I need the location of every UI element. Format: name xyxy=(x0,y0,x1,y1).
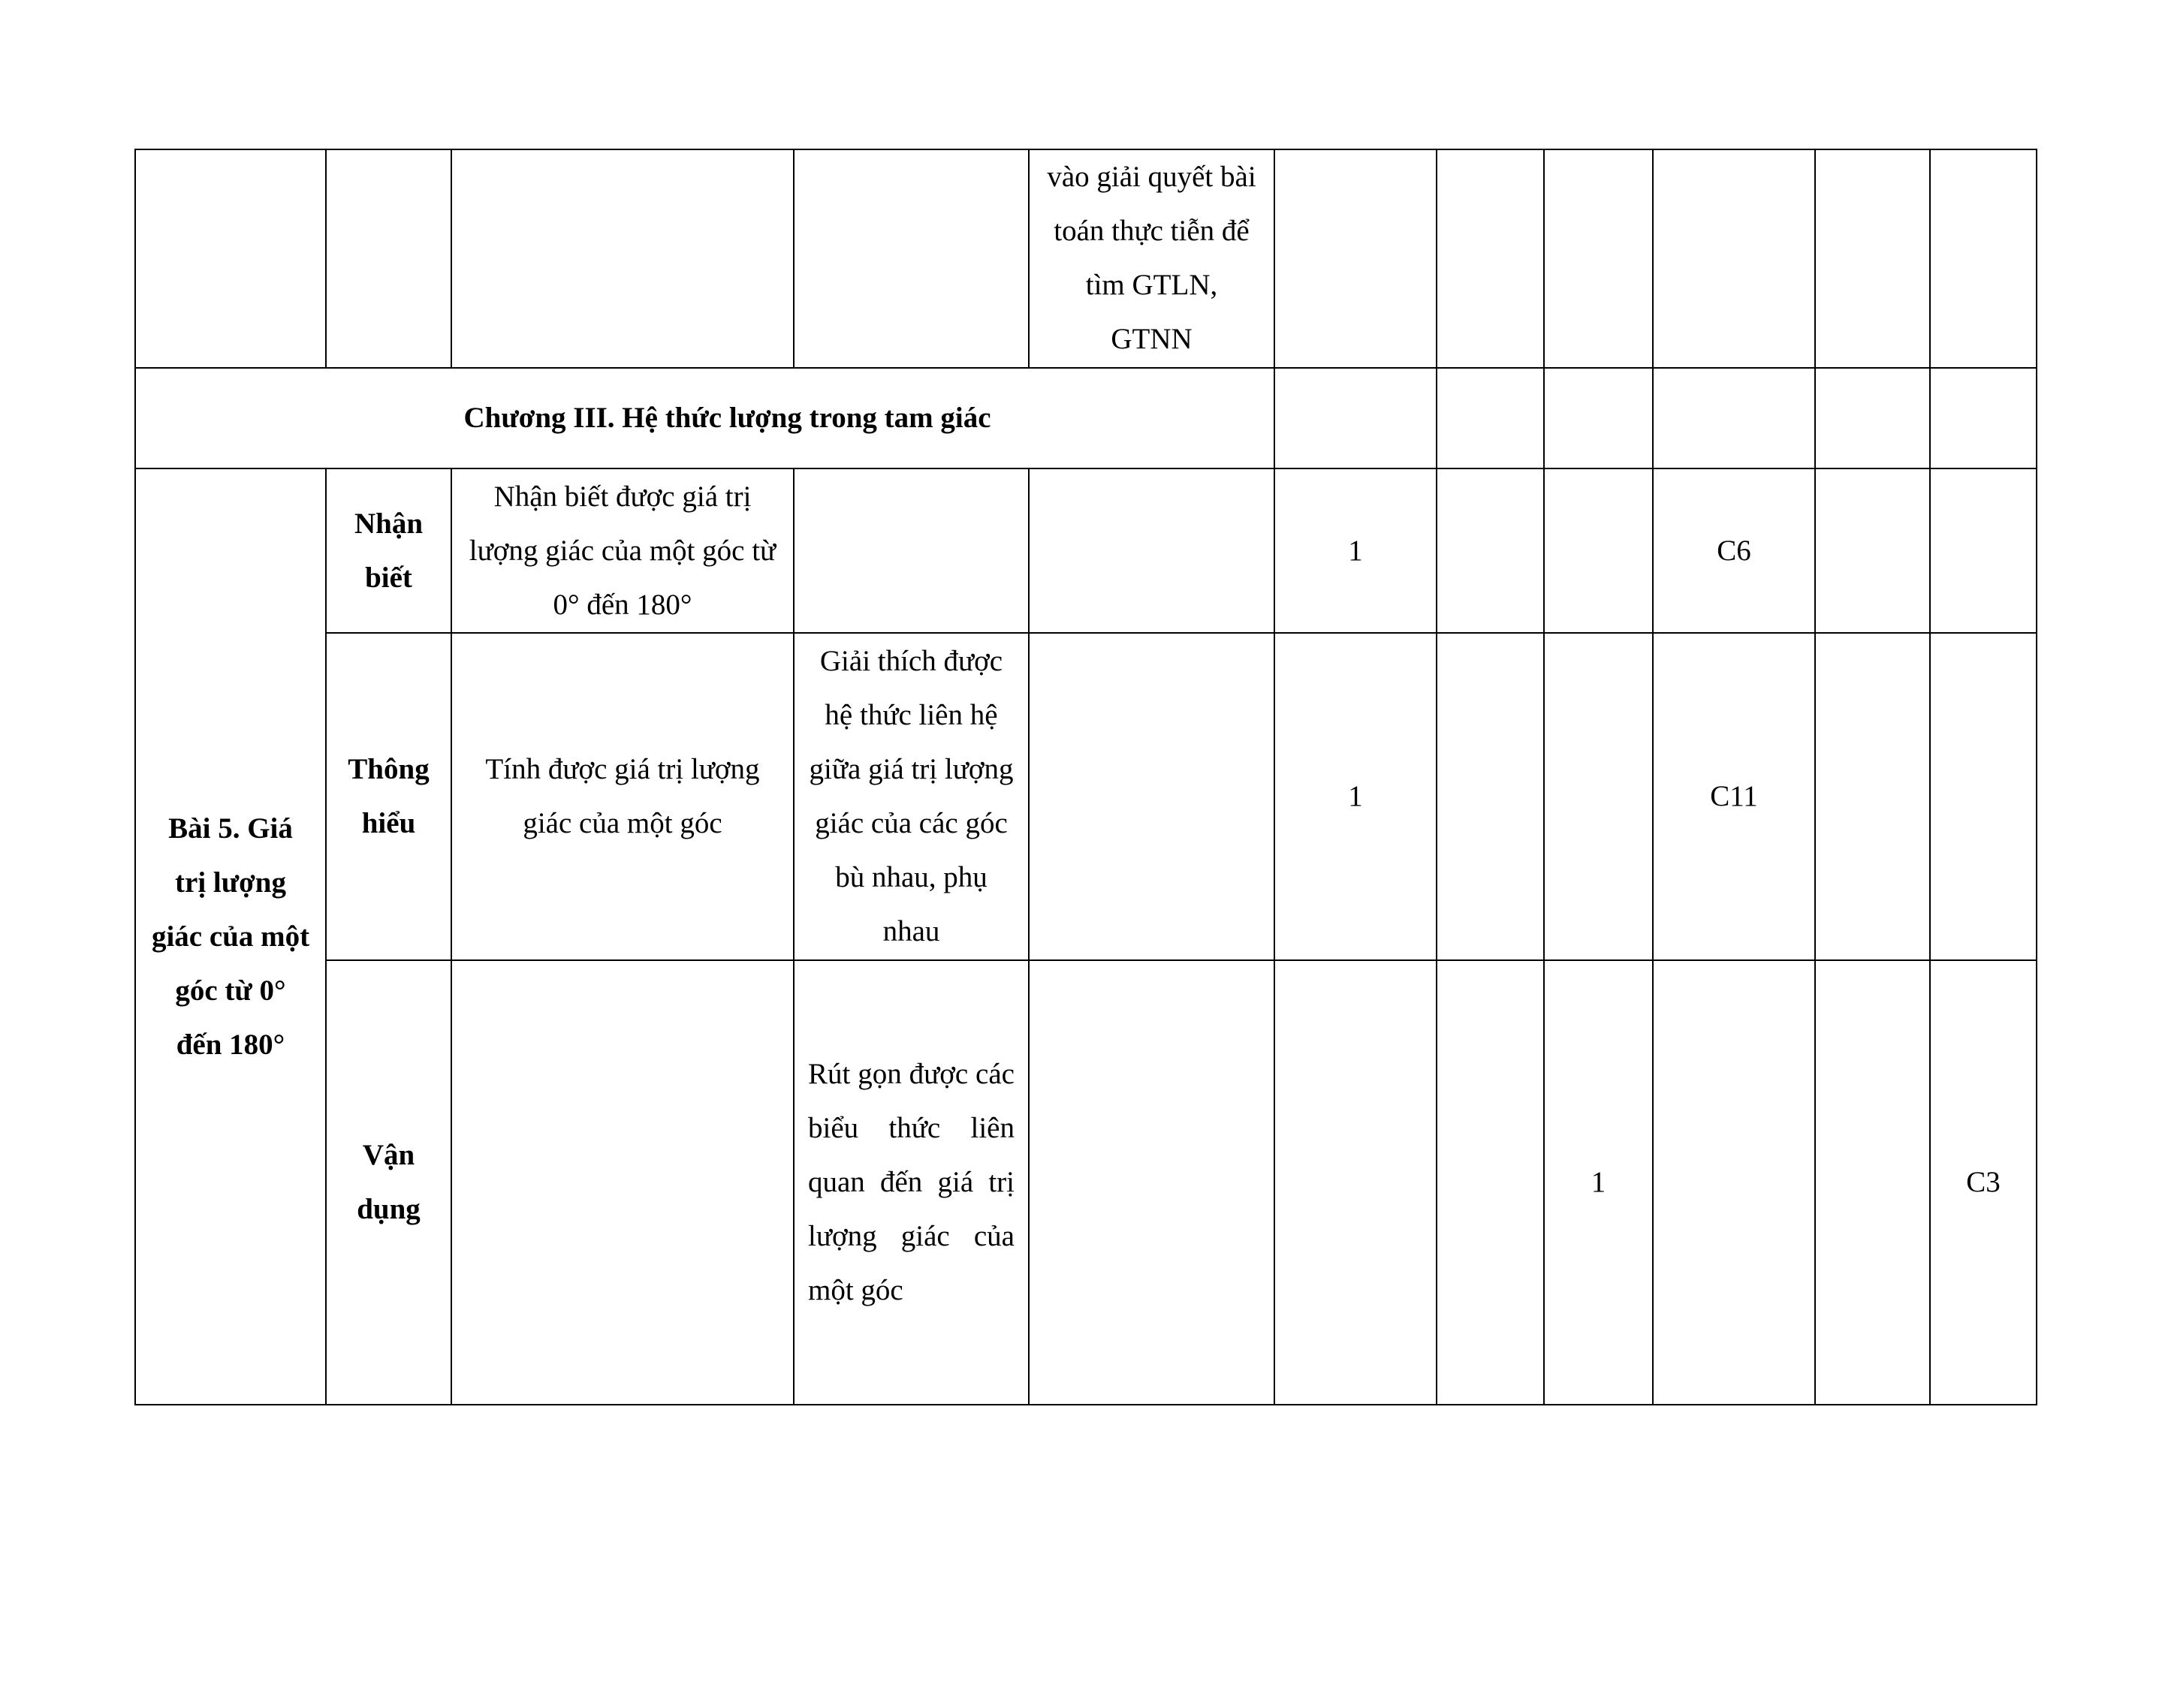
count-mcq: 1 xyxy=(1274,633,1437,960)
count-essay xyxy=(1544,468,1653,633)
question-essay xyxy=(1930,468,2037,633)
objective-apply xyxy=(1029,960,1274,1405)
table-row-level-recognize xyxy=(135,468,2037,633)
question-mcq: C6 xyxy=(1653,468,1815,633)
objective-apply xyxy=(1029,468,1274,633)
cell-lesson-empty xyxy=(135,149,326,368)
count-mcq xyxy=(1274,960,1437,1405)
count-other xyxy=(1437,468,1544,633)
specification-table xyxy=(134,149,2037,1405)
count-essay: 1 xyxy=(1544,960,1653,1405)
count-other xyxy=(1437,960,1544,1405)
question-other xyxy=(1815,633,1930,960)
chapter-title: Chương III. Hệ thức lượng trong tam giác xyxy=(463,402,991,434)
cell-count-2 xyxy=(1437,149,1544,368)
cell-objective-understand-empty xyxy=(794,149,1029,368)
cell-objective-basic-empty xyxy=(451,149,794,368)
question-essay: C3 xyxy=(1930,960,2037,1405)
cell-question-2 xyxy=(1815,368,1930,468)
objective-understand: Giải thích được hệ thức liên hệ giữa giá trị lượng giác của các góc bù nhau, phụ nhau xyxy=(794,633,1029,960)
chapter-title-cell xyxy=(135,368,1274,468)
table-row-level-apply xyxy=(135,960,2037,1405)
level-label: Vận dụng xyxy=(326,960,451,1405)
objective-basic: Tính được giá trị lượng giác của một góc xyxy=(451,633,794,960)
question-other xyxy=(1815,468,1930,633)
cell-question-1 xyxy=(1653,149,1815,368)
question-other xyxy=(1815,960,1930,1405)
level-label: Thông hiểu xyxy=(326,633,451,960)
objective-basic: Nhận biết được giá trị lượng giác của một góc từ 0° đến 180° xyxy=(451,468,794,633)
objective-understand xyxy=(794,468,1029,633)
level-label: Nhận biết xyxy=(326,468,451,633)
cell-count-3 xyxy=(1544,149,1653,368)
count-other xyxy=(1437,633,1544,960)
objective-basic xyxy=(451,960,794,1405)
cell-question-1 xyxy=(1653,368,1815,468)
cell-level-empty xyxy=(326,149,451,368)
cell-count-3 xyxy=(1544,368,1653,468)
table-row-chapter xyxy=(135,368,2037,468)
question-essay xyxy=(1930,633,2037,960)
table-row-level-understand xyxy=(135,633,2037,960)
question-mcq: C11 xyxy=(1653,633,1815,960)
cell-question-2 xyxy=(1815,149,1930,368)
count-mcq: 1 xyxy=(1274,468,1437,633)
table-row-previous-continuation xyxy=(135,149,2037,368)
question-mcq xyxy=(1653,960,1815,1405)
cell-count-1 xyxy=(1274,368,1437,468)
count-essay xyxy=(1544,633,1653,960)
lesson-title: Bài 5. Giá trị lượng giác của một góc từ 0° đến 180° xyxy=(135,468,326,1405)
cell-count-1 xyxy=(1274,149,1437,368)
cell-question-3 xyxy=(1930,368,2037,468)
objective-apply xyxy=(1029,633,1274,960)
cell-question-3 xyxy=(1930,149,2037,368)
cell-objective-apply-continuation: vào giải quyết bài toán thực tiễn để tìm GTLN, GTNN xyxy=(1029,149,1274,368)
cell-count-2 xyxy=(1437,368,1544,468)
objective-understand: Rút gọn được các biểu thức liên quan đến giá trị lượng giác của một góc xyxy=(794,960,1029,1405)
